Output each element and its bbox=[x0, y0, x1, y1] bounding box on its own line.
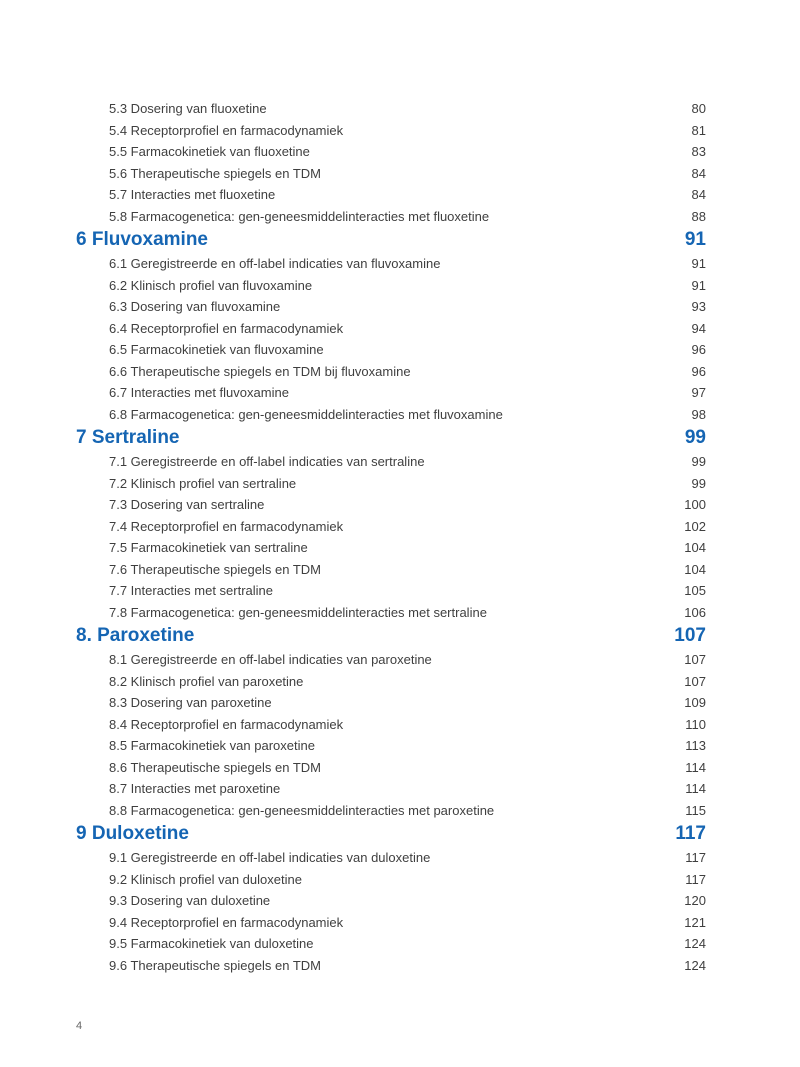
toc-section-entry[interactable] bbox=[76, 933, 706, 955]
toc-page-number: 121 bbox=[684, 914, 706, 930]
section-title: 7.7 Interacties met sertraline bbox=[109, 583, 274, 598]
toc-page-number: 99 bbox=[691, 475, 706, 491]
toc-section-entry[interactable] bbox=[76, 559, 706, 581]
section-title: 8.5 Farmacokinetiek van paroxetine bbox=[109, 738, 315, 753]
section-title: 5.4 Receptorprofiel en farmacodynamiek bbox=[109, 122, 344, 138]
toc-section-entry[interactable] bbox=[76, 537, 706, 559]
toc-section-entry[interactable] bbox=[76, 800, 706, 822]
section-title: 7.6 Therapeutische spiegels en TDM bbox=[109, 561, 321, 577]
toc-page-number: 114 bbox=[685, 781, 706, 796]
toc-page-number: 98 bbox=[691, 406, 706, 422]
page-number: 4 bbox=[76, 1020, 83, 1032]
toc-section-entry[interactable] bbox=[76, 473, 706, 495]
section-title: 9.3 Dosering van duloxetine bbox=[109, 893, 271, 908]
toc-page-number: 107 bbox=[684, 673, 706, 689]
toc-section-entry[interactable] bbox=[76, 163, 706, 185]
toc-page-number: 117 bbox=[685, 850, 706, 865]
toc-page-number: 109 bbox=[684, 695, 706, 710]
toc-section-entry[interactable] bbox=[76, 649, 706, 671]
toc-page-number: 107 bbox=[674, 625, 706, 646]
toc-section-entry[interactable] bbox=[76, 890, 706, 912]
toc-page-number: 124 bbox=[684, 936, 706, 951]
toc-section-entry[interactable] bbox=[76, 451, 706, 473]
section-title: 5.3 Dosering van fluoxetine bbox=[109, 101, 267, 116]
toc-page-number: 114 bbox=[685, 759, 706, 775]
toc-page-number: 96 bbox=[691, 342, 706, 357]
section-title: 9.4 Receptorprofiel en farmacodynamiek bbox=[109, 914, 344, 930]
table-of-contents bbox=[76, 98, 706, 976]
toc-page-number: 97 bbox=[691, 385, 706, 400]
toc-page-number: 104 bbox=[684, 540, 706, 555]
section-title: 6.1 Geregistreerde en off-label indicaties van fluvoxamine bbox=[109, 256, 441, 271]
toc-page-number: 93 bbox=[691, 299, 706, 314]
toc-section-entry[interactable] bbox=[76, 253, 706, 275]
toc-page-number: 106 bbox=[684, 604, 706, 620]
section-title: 8.4 Receptorprofiel en farmacodynamiek bbox=[109, 716, 344, 732]
toc-section-entry[interactable] bbox=[76, 516, 706, 538]
section-title: 5.7 Interacties met fluoxetine bbox=[109, 187, 276, 202]
chapter-title: 7 Sertraline bbox=[76, 427, 180, 448]
toc-page-number: 113 bbox=[685, 738, 706, 753]
toc-section-entry[interactable] bbox=[76, 692, 706, 714]
chapter-title: 9 Duloxetine bbox=[76, 823, 189, 844]
section-title: 7.4 Receptorprofiel en farmacodynamiek bbox=[109, 518, 344, 534]
toc-page-number: 117 bbox=[675, 823, 706, 844]
toc-page-number: 102 bbox=[684, 518, 706, 534]
toc-page-number: 96 bbox=[691, 363, 706, 379]
section-title: 7.2 Klinisch profiel van sertraline bbox=[109, 475, 297, 491]
toc-section-entry[interactable] bbox=[76, 318, 706, 340]
toc-section-entry[interactable] bbox=[76, 757, 706, 779]
toc-page-number: 84 bbox=[691, 187, 706, 202]
section-title: 8.1 Geregistreerde en off-label indicaties van paroxetine bbox=[109, 652, 432, 667]
toc-section-entry[interactable] bbox=[76, 847, 706, 869]
section-title: 7.1 Geregistreerde en off-label indicaties van sertraline bbox=[109, 454, 425, 469]
section-title: 9.5 Farmacokinetiek van duloxetine bbox=[109, 936, 314, 951]
toc-section-entry[interactable] bbox=[76, 339, 706, 361]
toc-page-number: 110 bbox=[685, 716, 706, 732]
toc-section-entry[interactable] bbox=[76, 120, 706, 142]
section-title: 6.3 Dosering van fluvoxamine bbox=[109, 299, 281, 314]
section-title: 7.8 Farmacogenetica: gen-geneesmiddelinteracties met sertraline bbox=[109, 604, 487, 620]
toc-page-number: 94 bbox=[691, 320, 706, 336]
section-title: 5.6 Therapeutische spiegels en TDM bbox=[109, 165, 321, 181]
section-title: 5.8 Farmacogenetica: gen-geneesmiddelinteracties met fluoxetine bbox=[109, 208, 490, 224]
toc-section-entry[interactable] bbox=[76, 382, 706, 404]
toc-section-entry[interactable] bbox=[76, 912, 706, 934]
toc-section-entry[interactable] bbox=[76, 184, 706, 206]
section-title: 6.6 Therapeutische spiegels en TDM bij fluvoxamine bbox=[109, 363, 411, 379]
toc-chapter-entry[interactable] bbox=[76, 227, 706, 253]
toc-chapter-entry[interactable] bbox=[76, 821, 706, 847]
toc-page-number: 99 bbox=[684, 427, 706, 448]
toc-section-entry[interactable] bbox=[76, 869, 706, 891]
section-title: 8.7 Interacties met paroxetine bbox=[109, 781, 281, 796]
section-title: 6.7 Interacties met fluvoxamine bbox=[109, 385, 289, 400]
toc-section-entry[interactable] bbox=[76, 404, 706, 426]
toc-chapter-entry[interactable] bbox=[76, 425, 706, 451]
toc-section-entry[interactable] bbox=[76, 602, 706, 624]
toc-page-number: 91 bbox=[691, 256, 706, 271]
chapter-title: 6 Fluvoxamine bbox=[76, 229, 208, 250]
toc-page-number: 117 bbox=[685, 871, 706, 887]
toc-chapter-entry[interactable] bbox=[76, 623, 706, 649]
section-title: 8.6 Therapeutische spiegels en TDM bbox=[109, 759, 321, 775]
section-title: 6.8 Farmacogenetica: gen-geneesmiddelinteracties met fluvoxamine bbox=[109, 406, 503, 422]
toc-page-number: 91 bbox=[684, 229, 706, 250]
toc-section-entry[interactable] bbox=[76, 296, 706, 318]
toc-section-entry[interactable] bbox=[76, 98, 706, 120]
section-title: 6.4 Receptorprofiel en farmacodynamiek bbox=[109, 320, 344, 336]
toc-page-number: 81 bbox=[691, 122, 706, 138]
toc-section-entry[interactable] bbox=[76, 778, 706, 800]
toc-page-number: 83 bbox=[691, 144, 706, 159]
toc-page-number: 115 bbox=[685, 802, 706, 818]
section-title: 9.6 Therapeutische spiegels en TDM bbox=[109, 957, 321, 973]
toc-section-entry[interactable] bbox=[76, 206, 706, 228]
toc-section-entry[interactable] bbox=[76, 714, 706, 736]
toc-page-number: 80 bbox=[691, 101, 706, 116]
section-title: 8.8 Farmacogenetica: gen-geneesmiddelinteracties met paroxetine bbox=[109, 802, 495, 818]
toc-section-entry[interactable] bbox=[76, 955, 706, 977]
section-title: 7.3 Dosering van sertraline bbox=[109, 497, 265, 512]
toc-page-number: 91 bbox=[691, 277, 706, 293]
toc-section-entry[interactable] bbox=[76, 361, 706, 383]
toc-page-number: 99 bbox=[691, 454, 706, 469]
toc-page-number: 88 bbox=[691, 208, 706, 224]
toc-page-number: 120 bbox=[684, 893, 706, 908]
section-title: 6.2 Klinisch profiel van fluvoxamine bbox=[109, 277, 313, 293]
section-title: 6.5 Farmacokinetiek van fluvoxamine bbox=[109, 342, 324, 357]
toc-section-entry[interactable] bbox=[76, 494, 706, 516]
section-title: 8.3 Dosering van paroxetine bbox=[109, 695, 272, 710]
section-title: 7.5 Farmacokinetiek van sertraline bbox=[109, 540, 308, 555]
toc-section-entry[interactable] bbox=[76, 141, 706, 163]
toc-page-number: 104 bbox=[684, 561, 706, 577]
toc-section-entry[interactable] bbox=[76, 580, 706, 602]
toc-page-number: 107 bbox=[684, 652, 706, 667]
chapter-title: 8. Paroxetine bbox=[76, 625, 195, 646]
section-title: 8.2 Klinisch profiel van paroxetine bbox=[109, 673, 304, 689]
toc-page-number: 84 bbox=[691, 165, 706, 181]
toc-section-entry[interactable] bbox=[76, 671, 706, 693]
toc-page-number: 124 bbox=[684, 957, 706, 973]
toc-page-number: 105 bbox=[684, 583, 706, 598]
toc-section-entry[interactable] bbox=[76, 275, 706, 297]
section-title: 9.1 Geregistreerde en off-label indicaties van duloxetine bbox=[109, 850, 431, 865]
section-title: 9.2 Klinisch profiel van duloxetine bbox=[109, 871, 302, 887]
toc-section-entry[interactable] bbox=[76, 735, 706, 757]
section-title: 5.5 Farmacokinetiek van fluoxetine bbox=[109, 144, 310, 159]
toc-page-number: 100 bbox=[684, 497, 706, 512]
